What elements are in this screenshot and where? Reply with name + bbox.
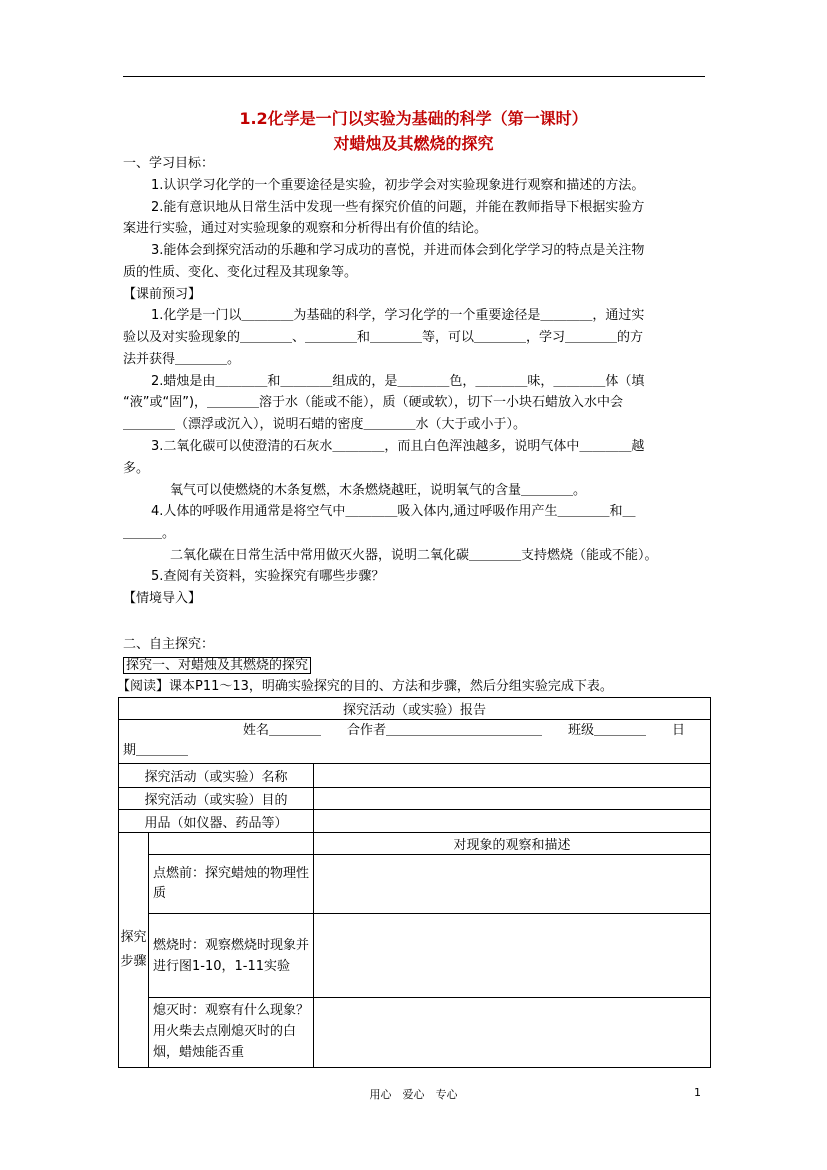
preview-3a: 3.二氧化碳可以使澄清的石灰水＿＿＿＿，而且白色浑浊越多，说明气体中＿＿＿＿越 bbox=[151, 439, 645, 454]
goal-2b: 案进行实验，通过对实验现象的观察和分析得出有价值的结论。 bbox=[123, 221, 488, 236]
obs-header-blank bbox=[149, 833, 314, 855]
explore-title: 探究一、对蜡烛及其燃烧的探究 bbox=[123, 657, 311, 674]
explore-title-box bbox=[123, 657, 311, 675]
steps-label: 探究步骤 bbox=[119, 833, 149, 1068]
goal-2a: 2.能有意识地从日常生活中发现一些有探究价值的问题，并能在教师指导下根据实验方 bbox=[151, 200, 645, 215]
intro-heading: 【情境导入】 bbox=[123, 591, 202, 606]
preview-3b: 多。 bbox=[123, 461, 150, 476]
obs-during-burning[interactable] bbox=[314, 914, 711, 998]
row-value-name[interactable] bbox=[314, 764, 711, 788]
reading-instruction: 【阅读】课本P11～13，明确实验探究的目的、方法和步骤，然后分组实验完成下表。 bbox=[117, 679, 613, 694]
preview-1b: 验以及对实验现象的＿＿＿＿、＿＿＿＿和＿＿＿＿等，可以＿＿＿＿，学习＿＿＿＿的方 bbox=[123, 330, 644, 345]
preview-2a: 2.蜡烛是由＿＿＿＿和＿＿＿＿组成的，是＿＿＿＿色，＿＿＿＿味，＿＿＿＿体（填 bbox=[151, 374, 645, 389]
explore-heading: 二、自主探究： bbox=[123, 637, 215, 652]
preview-heading: 【课前预习】 bbox=[123, 287, 202, 302]
title-line-1: 1.2化学是一门以实验为基础的科学（第一课时） bbox=[239, 109, 588, 128]
title-line-2: 对蜡烛及其燃烧的探究 bbox=[333, 134, 494, 153]
row-label-name: 探究活动（或实验）名称 bbox=[119, 764, 314, 788]
preview-4b: ＿＿＿。 bbox=[123, 526, 176, 541]
report-table bbox=[118, 697, 711, 1068]
report-header: 探究活动（或实验）报告 bbox=[119, 698, 711, 720]
report-info-cell bbox=[119, 720, 711, 764]
row-value-purpose[interactable] bbox=[314, 788, 711, 810]
step-after-extinguish: 熄灭时：观察有什么现象？用火柴去点刚熄灭时的白烟，蜡烛能否重 bbox=[149, 998, 314, 1068]
obs-after-extinguish[interactable] bbox=[314, 998, 711, 1068]
preview-4c: 二氧化碳在日常生活中常用做灭火器，说明二氧化碳＿＿＿＿支持燃烧（能或不能）。 bbox=[170, 548, 658, 563]
goals-heading: 一、学习目标： bbox=[123, 156, 215, 171]
page-number: 1 bbox=[694, 1086, 701, 1099]
preview-3c: 氧气可以使燃烧的木条复燃，木条燃烧越旺，说明氧气的含量＿＿＿＿。 bbox=[170, 483, 587, 498]
row-value-items[interactable] bbox=[314, 810, 711, 833]
header-rule bbox=[123, 76, 705, 77]
goal-1: 1.认识学习化学的一个重要途径是实验，初步学会对实验现象进行观察和描述的方法。 bbox=[151, 178, 645, 193]
obs-header: 对现象的观察和描述 bbox=[314, 833, 711, 855]
row-label-items: 用品（如仪器、药品等） bbox=[119, 810, 314, 833]
goal-3b: 质的性质、变化、变化过程及其现象等。 bbox=[123, 265, 358, 280]
step-during-burning: 燃烧时：观察燃烧时现象并进行图1-10，1-11实验 bbox=[149, 914, 314, 998]
footer-motto: 用心 爱心 专心 bbox=[369, 1088, 458, 1101]
preview-1c: 法并获得＿＿＿＿。 bbox=[123, 352, 241, 367]
report-info-line-1: 姓名＿＿＿＿ 合作者＿＿＿＿＿＿＿＿＿＿＿＿ 班级＿＿＿＿ 日 bbox=[243, 723, 686, 738]
preview-1a: 1.化学是一门以＿＿＿＿为基础的科学，学习化学的一个重要途径是＿＿＿＿，通过实 bbox=[151, 308, 645, 323]
obs-before-ignition[interactable] bbox=[314, 855, 711, 914]
row-label-purpose: 探究活动（或实验）目的 bbox=[119, 788, 314, 810]
step-before-ignition: 点燃前：探究蜡烛的物理性质 bbox=[149, 855, 314, 914]
preview-5: 5.查阅有关资料，实验探究有哪些步骤？ bbox=[151, 569, 385, 584]
preview-4a: 4.人体的呼吸作用通常是将空气中＿＿＿＿吸入体内,通过呼吸作用产生＿＿＿＿和＿ bbox=[151, 504, 636, 519]
preview-2c: ＿＿＿＿（漂浮或沉入），说明石蜡的密度＿＿＿＿水（大于或小于）。 bbox=[123, 417, 527, 432]
goal-3a: 3.能体会到探究活动的乐趣和学习成功的喜悦，并进而体会到化学学习的特点是关注物 bbox=[151, 243, 645, 258]
report-info-line-2: 期＿＿＿＿ bbox=[123, 743, 189, 758]
preview-2b: “液”或“固”)，＿＿＿＿溶于水（能或不能），质（硬或软），切下一小块石蜡放入水中会 bbox=[123, 395, 624, 410]
